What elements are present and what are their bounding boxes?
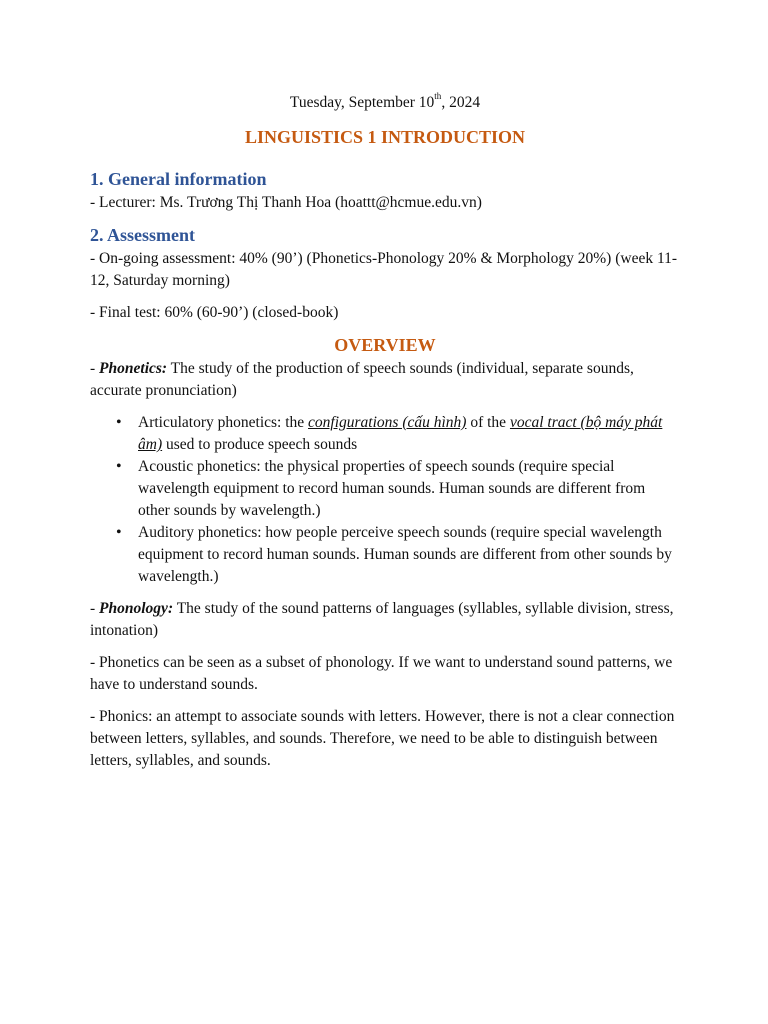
subset-paragraph: - Phonetics can be seen as a subset of phonology. If we want to understand sound patterns, we have to understand sounds. [90,654,673,693]
phonology-definition: The study of the sound patterns of languages (syllables, syllable division, stress, intonation) [90,600,674,639]
phonetics-term: Phonetics: [99,360,168,377]
document-title: LINGUISTICS 1 INTRODUCTION [244,127,526,147]
list-item-auditory: • Auditory phonetics: how people perceive speech sounds (require special wavelength equipment to record human sounds. Human sounds are different from other sounds by wavelength.) [138,522,680,588]
articulatory-term-vocal-tract: vocal tract (bộ máy phát âm) [138,414,663,453]
phonetics-dash: - [90,360,100,377]
articulatory-term-configurations: configurations (cấu hình) [308,414,467,431]
articulatory-pre: Articulatory phonetics: the [138,414,309,431]
section-heading-general: 1. General information [90,169,267,189]
ongoing-assessment: - On-going assessment: 40% (90’) (Phonetics-Phonology 20% & Morphology 20%) (week 11-12, Saturday morning) [90,250,678,289]
overview-heading: OVERVIEW [334,335,436,355]
date-ordinal: th [434,90,442,101]
phonetics-paragraph [90,358,680,402]
date-text: Tuesday, September 10 [289,94,435,111]
phonology-paragraph [90,598,680,642]
section-heading-assessment: 2. Assessment [90,225,196,245]
lecturer-line: - Lecturer: Ms. Trương Thị Thanh Hoa (hoattt@hcmue.edu.vn) [90,194,482,211]
date-year: , 2024 [441,94,481,111]
articulatory-post: used to produce speech sounds [162,436,358,453]
articulatory-mid: of the [466,414,510,431]
document-date [90,92,680,114]
final-test: - Final test: 60% (60-90’) (closed-book) [90,304,339,321]
phonology-dash: - [90,600,100,617]
phonetics-branches-list [90,412,680,588]
document-body [90,92,680,782]
phonology-term: Phonology: [99,600,174,617]
list-item-articulatory [138,412,680,456]
phonics-paragraph: - Phonics: an attempt to associate sounds with letters. However, there is not a clear connection between letters, syllables, and sounds. Therefore, we need to be able to distinguish between letters, syllables, and sounds. [90,708,675,769]
list-item-acoustic: • Acoustic phonetics: the physical properties of speech sounds (require special wavelength equipment to record human sounds. Human sounds are different from other sounds by wavelength.) [138,456,680,522]
phonetics-definition: The study of the production of speech sounds (individual, separate sounds, accurate pronunciation) [90,360,634,399]
